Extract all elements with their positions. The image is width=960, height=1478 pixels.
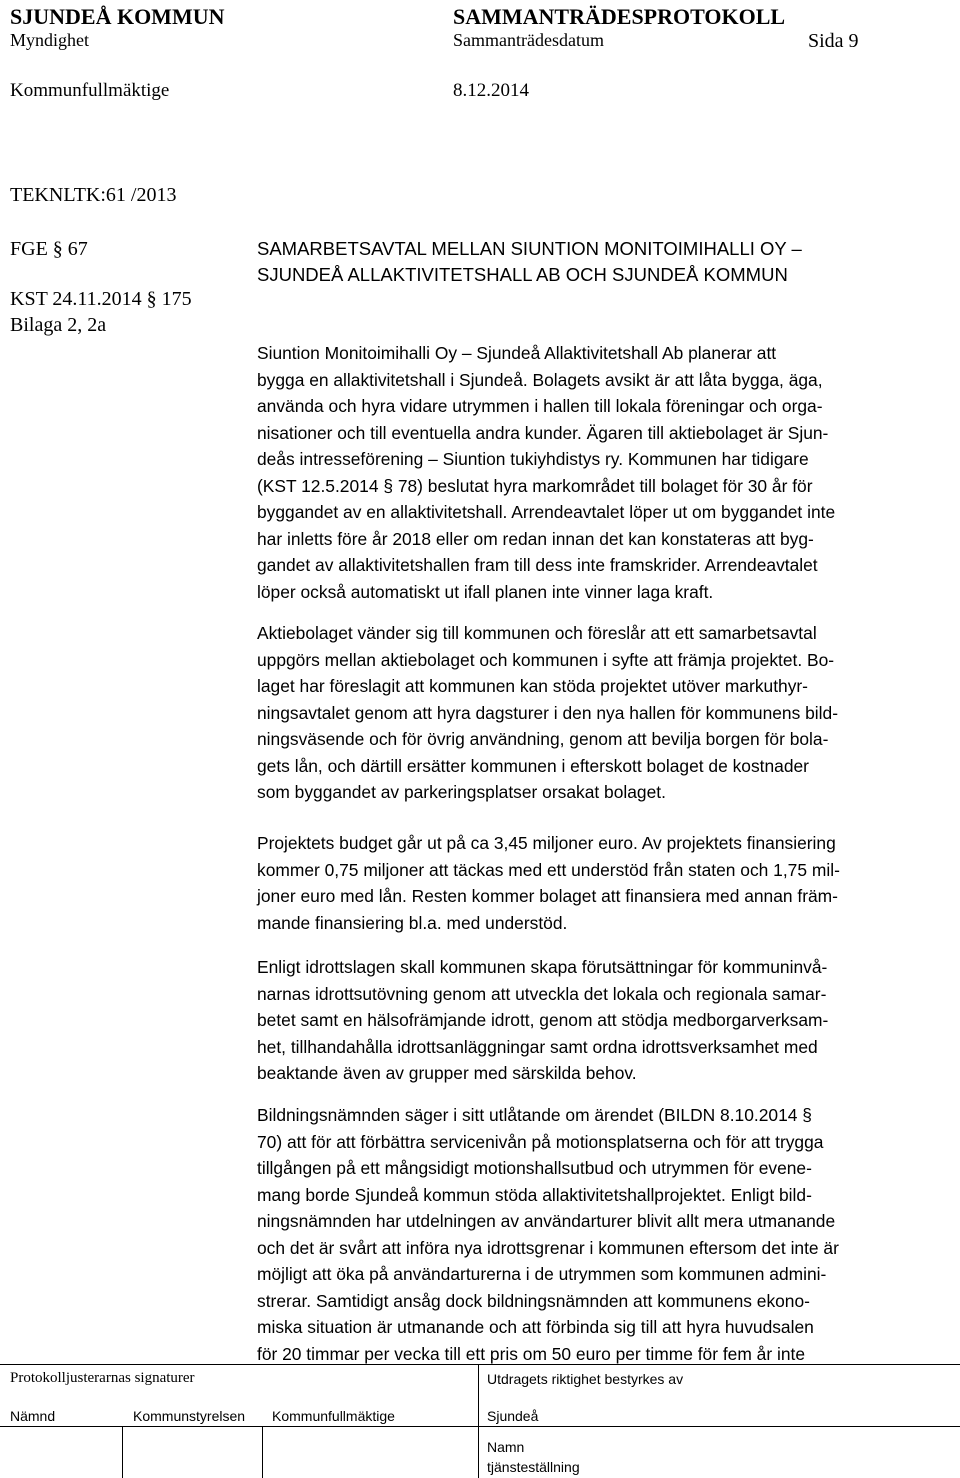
municipal-board-label: Kommunstyrelsen [133, 1408, 246, 1424]
page-number: Sida 9 [808, 30, 859, 52]
text-line: använda och hyra vidare utrymmen i hallen till lokala föreningar och orga- [257, 396, 823, 416]
case-reference: TEKNLTK:61 /2013 [10, 184, 177, 206]
footer-top-rule [0, 1364, 960, 1365]
municipality-name: SJUNDEÅ KOMMUN [10, 4, 225, 29]
text-line: laget har föreslagit att kommunen kan stöda projektet utöver markuthyr- [257, 676, 808, 696]
committee-label: Nämnd [10, 1408, 56, 1424]
text-line: ningsväsende och för övrig användning, genom att bevilja borgen för bola- [257, 729, 829, 749]
paragraph-1 [257, 340, 947, 605]
text-line: möjligt att öka på användarturerna i de utrymmen som kommunen admini- [257, 1264, 827, 1284]
text-line: nisationer och till eventuella andra kunder. Ägaren till aktiebolaget är Sjun- [257, 422, 829, 443]
authority-label: Myndighet [10, 30, 89, 50]
name-label: Namn [487, 1439, 525, 1455]
side-references [10, 236, 192, 338]
text-line: har inletts före år 2018 eller om redan innan det kan konstateras att byg- [257, 528, 814, 549]
text-line: mande finansiering bl.a. med understöd. [257, 912, 568, 933]
text-line: ningsnämnden har utdelningen av användarturer blivit allt mera utmanande [257, 1211, 836, 1231]
text-line: narnas idrottsutövning genom att utveckla det lokala och regionala samar- [257, 983, 827, 1004]
place-label: Sjundeå [487, 1408, 539, 1424]
attachment-reference: Bilaga 2, 2a [10, 314, 107, 336]
paragraph-3 [257, 830, 947, 936]
municipal-council-label: Kommunfullmäktige [272, 1408, 395, 1424]
text-line: strerar. Samtidigt ansåg dock bildningsnämnden att kommunens ekono- [257, 1290, 810, 1311]
extract-certified-label: Utdragets riktighet bestyrkes av [487, 1371, 684, 1387]
paragraph-4 [257, 954, 947, 1087]
text-line: gandet av allaktivitetshallen fram till dess inte framskrider. Arrendeavtalet [257, 555, 818, 575]
text-line: Aktiebolaget vänder sig till kommunen och föreslår att ett samarbetsavtal [257, 623, 817, 643]
text-line: joner euro med lån. Resten kommer bolaget att finansiera med annan främ- [257, 886, 838, 906]
footer-column-divider [478, 1364, 479, 1478]
text-line: byggandet av en allaktivitetshall. Arrendeavtalet löper ut om byggandet inte [257, 502, 836, 522]
text-line: 70) att för att förbättra servicenivån på motionsplatserna och för att trygga [257, 1131, 824, 1152]
text-line: som byggandet av parkeringsplatser orsakat bolaget. [257, 782, 666, 802]
text-line: mang borde Sjundeå kommun stöda allaktivitetshallprojektet. Enligt bild- [257, 1184, 812, 1205]
signature-footer [0, 1364, 960, 1478]
text-line: Projektets budget går ut på ca 3,45 miljoner euro. Av projektets finansiering [257, 833, 836, 853]
signature-box-divider [122, 1426, 123, 1478]
text-line: för 20 timmar per vecka till ett pris om 50 euro per timme för fem år inte [257, 1343, 805, 1364]
kst-reference: KST 24.11.2014 § 175 [10, 288, 192, 310]
meeting-date-label: Sammanträdesdatum [453, 30, 604, 50]
text-line: uppgörs mellan aktiebolaget och kommunen i syfte att främja projektet. Bo- [257, 649, 835, 670]
meeting-date: 8.12.2014 [453, 80, 529, 101]
text-line: het, tillhandahålla idrottsanläggningar samt ordna idrottsverksamhet med [257, 1036, 818, 1057]
text-line: ningsavtalet genom att hyra dagsturer i den nya hallen för kommunens bild- [257, 702, 838, 723]
text-line: gets lån, och därtill ersätter kommunen i efterskott bolaget de kostnader [257, 755, 809, 776]
protocol-title: SAMMANTRÄDESPROTOKOLL [453, 4, 786, 29]
text-line: beaktande även av grupper med särskilda behov. [257, 1063, 637, 1083]
section-title-line: SAMARBETSAVTAL MELLAN SIUNTION MONITOIMIHALLI OY – [257, 238, 802, 259]
signature-box-divider [262, 1426, 263, 1478]
text-line: (KST 12.5.2014 § 78) beslutat hyra markområdet till bolaget för 30 år för [257, 475, 813, 496]
footer-middle-rule [0, 1426, 960, 1427]
text-line: löper också automatiskt ut ifall planen inte vinner laga kraft. [257, 581, 714, 602]
text-line: betet samt en hälsofrämjande idrott, genom att stödja medborgarverksam- [257, 1010, 829, 1030]
position-label: tjänsteställning [487, 1459, 580, 1475]
text-line: miska situation är utmanande och att förbinda sig till att hyra huvudsalen [257, 1317, 814, 1337]
section-title [257, 236, 802, 288]
paragraph-2 [257, 620, 947, 806]
text-line: deås intresseförening – Siuntion tukiyhdistys ry. Kommunen har tidigare [257, 449, 809, 469]
governing-body: Kommunfullmäktige [10, 80, 170, 101]
text-line: tillgången på ett mångsidigt motionshallsutbud och utrymmen för evene- [257, 1158, 812, 1178]
fge-reference: FGE § 67 [10, 238, 88, 260]
text-line: Bildningsnämnden säger i sitt utlåtande om ärendet (BILDN 8.10.2014 § [257, 1105, 812, 1125]
text-line: bygga en allaktivitetshall i Sjundeå. Bolagets avsikt är att låta bygga, äga, [257, 369, 823, 390]
text-line: Siuntion Monitoimihalli Oy – Sjundeå Allaktivitetshall Ab planerar att [257, 343, 777, 363]
text-line: och det är svårt att införa nya idrottsgrenar i kommunen eftersom det inte är [257, 1237, 839, 1258]
text-line: kommer 0,75 miljoner att täckas med ett understöd från staten och 1,75 mil- [257, 859, 840, 880]
paragraph-5 [257, 1102, 947, 1367]
section-title-line: SJUNDEÅ ALLAKTIVITETSHALL AB OCH SJUNDEÅ KOMMUN [257, 264, 788, 285]
signatures-label: Protokolljusterarnas signaturer [10, 1370, 195, 1386]
text-line: Enligt idrottslagen skall kommunen skapa förutsättningar för kommuninvå- [257, 957, 828, 977]
